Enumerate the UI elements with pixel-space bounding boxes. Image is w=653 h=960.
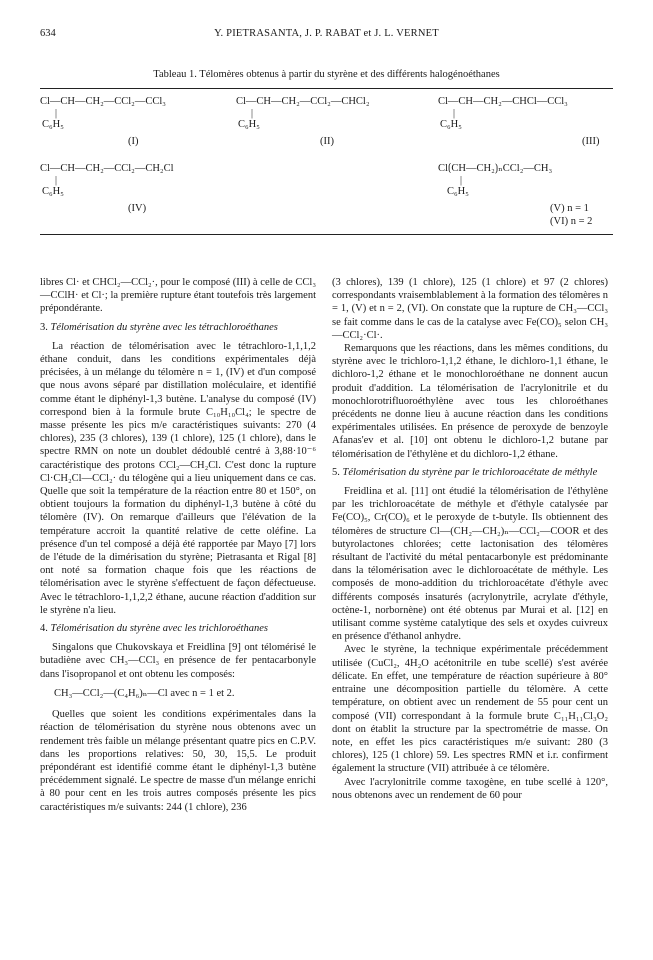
section-heading-5 — [332, 466, 608, 479]
compound-substituent-v-vi: C₆H₅ — [447, 186, 469, 197]
bond-mark: | — [453, 108, 456, 119]
left-column — [40, 276, 316, 814]
bond-mark: | — [55, 108, 58, 119]
paragraph: La réaction de télomérisation avec le tétrachloro-1,1,1,2 éthane conduit, dans les conditions expérimentales déjà précisées, à un mélange du télomère n = 1, (IV) et d'un composé que nous avons séparé par distillation moléculaire, et identifié comme étant le diphényl-1,3 butène. L'analyse du composé (IV) correspond bien à la formule brute C₁₀H₁₀Cl₄; le spectre de masse présente les pics m/e caractéristiques suivants: 270 (4 chlores), 235 (3 chlores), 139 (1 chlore), 125 (1 chlore), dans le spectre RMN on note un doublet dédoublé centré à 3,88·10⁻⁶ caractéristique des protons CCl₂—CH₂Cl. C'est donc la rupture Cl·CH₂Cl—CCl₂· du télogène qui a lieu uniquement dans ce cas. Quelle que soit la température de la réaction entre 80 et 150°, on obtient toujours la formation du diphényl-1,3 butène à côté du télomère (IV). On remarque d'ailleurs que l'élévation de la température accroit la quantité relative de cette oléfine. La présence d'un tel composé a déjà été rapportée par Mayo [7] lors de l'étude de la dimérisation du styrène; Pietrasanta et Rigal [8] ont noté sa formation chaque fois que les réactions de télomérisation avec le styrène s'effectuent de façon défectueuse. Avec le tétrachloro-1,1,2,2 éthane, aucune réaction d'addition sur le styrène n'a lieu. — [40, 340, 316, 616]
compound-substituent-ii: C₆H₅ — [238, 119, 260, 130]
section-number: 4. — [40, 623, 48, 635]
paragraph: Remarquons que les réactions, dans les mêmes conditions, du styrène avec le trichloro-1,1,2 éthane, le dichloro-1,1 éthane, le dichloro-1,2 éthane et le monochloroéthane ne donnent aucun produit d'addition. La télomérisation de l'acrylonitrile et du monochlorotrifluoroéthylène avec tous les chloroéthanes précédents ne donne lieu à aucune réaction dans les conditions expérimentales utilisées. En présence de peroxyde de benzoyle Afanas'ev et al. [10] ont obtenu le dichloro-1,2 butane par télomérisation de l'éthylène et du dichloro-1,2 éthane. — [332, 343, 608, 460]
section-heading-4 — [40, 622, 316, 635]
right-column — [332, 276, 608, 802]
paragraph: (3 chlores), 139 (1 chlore), 125 (1 chlore) et 97 (2 chlores) correspondants vraisemblablement à la formation des télomères n = 1, (V) et n = 2, (VI). On constate que la rupture de CH₃—CCl₃ se fait comme dans le cas de la catalyse avec Fe(CO)₅ selon CH₃—CCl₂·Cl·. — [332, 277, 608, 341]
bond-mark: | — [460, 175, 463, 186]
bond-mark: | — [55, 175, 58, 186]
section-title: Télomérisation du styrène par le trichloroacétate de méthyle — [342, 466, 598, 478]
compound-formula-i: Cl—CH—CH₂—CCl₂—CCl₃ — [40, 96, 166, 107]
paragraph: Freidlina et al. [11] ont étudié la télomérisation de l'éthylène par les trichloroacétate de méthyle et d'éthyle catalysée par Fe(CO)₅, Cr(CO)₆ et le peroxyde de t-butyle. Ils obtiennent des télomères de structure Cl—(CH₂—CH₂)ₙ—CCl₂—COOR et des butyrolactones chlorées; cette lactonisation des télomères résultant de l'activité du métal pentacarbonyle est prédominante dans la télomérisation avec le dichloroacétate de méthyle. Les composés de mono-addition du trichloroacétate d'éthyle avec différents composés insaturés (acrylonytrile, acrylate d'éthyle, octène-1, norbornène) ont été obtenus par Murai et al. [12] en utilisant comme système catalytique des sels et oxydes cuivreux en présence d'éthanol anhydre. — [332, 486, 608, 643]
compound-formula-iii: Cl—CH—CH₂—CHCl—CCl₃ — [438, 96, 568, 107]
running-header — [40, 28, 613, 42]
compound-label-v: (V) n = 1 — [550, 203, 589, 214]
bond-mark: | — [251, 108, 254, 119]
section-number: 3. — [40, 321, 48, 333]
section-title: Télomérisation du styrène avec les tétrachloroéthanes — [50, 321, 278, 333]
table-bottom-rule — [40, 234, 613, 235]
section-title: Télomérisation du styrène avec les trichloroéthanes — [50, 623, 268, 635]
section-number: 5. — [332, 466, 340, 478]
paragraph: Avec l'acrylonitrile comme taxogène, en tube scellé à 120°, nous obtenons avec un rendement de 60 pour — [332, 776, 608, 801]
compound-substituent-iv: C₆H₅ — [42, 186, 64, 197]
paragraph: libres Cl· et CHCl₂—CCl₂·, pour le composé (III) à celle de CCl₃—CClH· et Cl·; la première rupture étant toutefois très largement prépondérante. — [40, 277, 316, 315]
compound-substituent-iii: C₆H₅ — [440, 119, 462, 130]
running-authors: Y. PIETRASANTA, J. P. RABAT et J. L. VERNET — [214, 28, 439, 39]
paragraph: Avec le styrène, la technique expérimentale précédemment utilisée (CuCl₂, 4H₂O acétonitrile en tube scellé) s'est avérée délicate. En effet, une température de réaction supérieure à 80° entraine une décomposition partielle du télomère. A cette température, on obtient avec un rendement de 55 pour cent un composé (VII) correspondant à la formule brute C₁₁H₁₁Cl₃O₂ dont on établit la structure par la spectrométrie de masse. On note, en effet les pics caractéristiques m/e suivant: 280 (3 chlores), 125 (1 chlore) 59. Les spectres RMN et i.r. confirment également la structure (VII) attribuée à ce télomère. — [332, 644, 608, 775]
compound-label-vi: (VI) n = 2 — [550, 216, 593, 227]
page-number: 634 — [40, 28, 56, 39]
compound-formula-ii: Cl—CH—CH₂—CCl₂—CHCl₂ — [236, 96, 370, 107]
table-top-rule — [40, 88, 613, 89]
paragraph: Singalons que Chukovskaya et Freidlina [9] ont télomérisé le butadiène avec CH₃—CCl₃ en présence de fer pentacarbonyle dans l'isopropanol et ont obtenu les composés: — [40, 642, 316, 680]
table-caption: Tableau 1. Télomères obtenus à partir du styrène et des différents halogénoéthanes — [153, 69, 500, 80]
compound-formula-iv: Cl—CH—CH₂—CCl₂—CH₂Cl — [40, 163, 174, 174]
section-heading-3 — [40, 321, 316, 334]
compound-substituent-i: C₆H₅ — [42, 119, 64, 130]
compound-formula-v-vi: Cl⟮CH—CH₂⟯ₙCCl₂—CH₃ — [438, 163, 553, 174]
equation: CH₃—CCl₂—(C₄H₆)ₙ—Cl avec n = 1 et 2. — [54, 687, 235, 699]
compound-label-iv: (IV) — [128, 203, 147, 214]
paragraph: Quelles que soient les conditions expérimentales dans la réaction de télomérisation du styrène nous obtenons avec un rendement très faible un mélange présentant quatre pics en C.P.V. dans les proportions relatives: 50, 30, 15,5. Le produit prépondérant est identifié comme étant le diphényl-1,3 butène précédemment signalé. Le spectre de masse d'un mélange enrichi à 80 pour cent en les trois autres composés présente les pics caractéristiques m/e suivants: 244 (1 chlore), 236 — [40, 709, 316, 813]
compound-label-i: (I) — [128, 136, 139, 147]
compound-label-iii: (III) — [582, 136, 600, 147]
compound-label-ii: (II) — [320, 136, 334, 147]
